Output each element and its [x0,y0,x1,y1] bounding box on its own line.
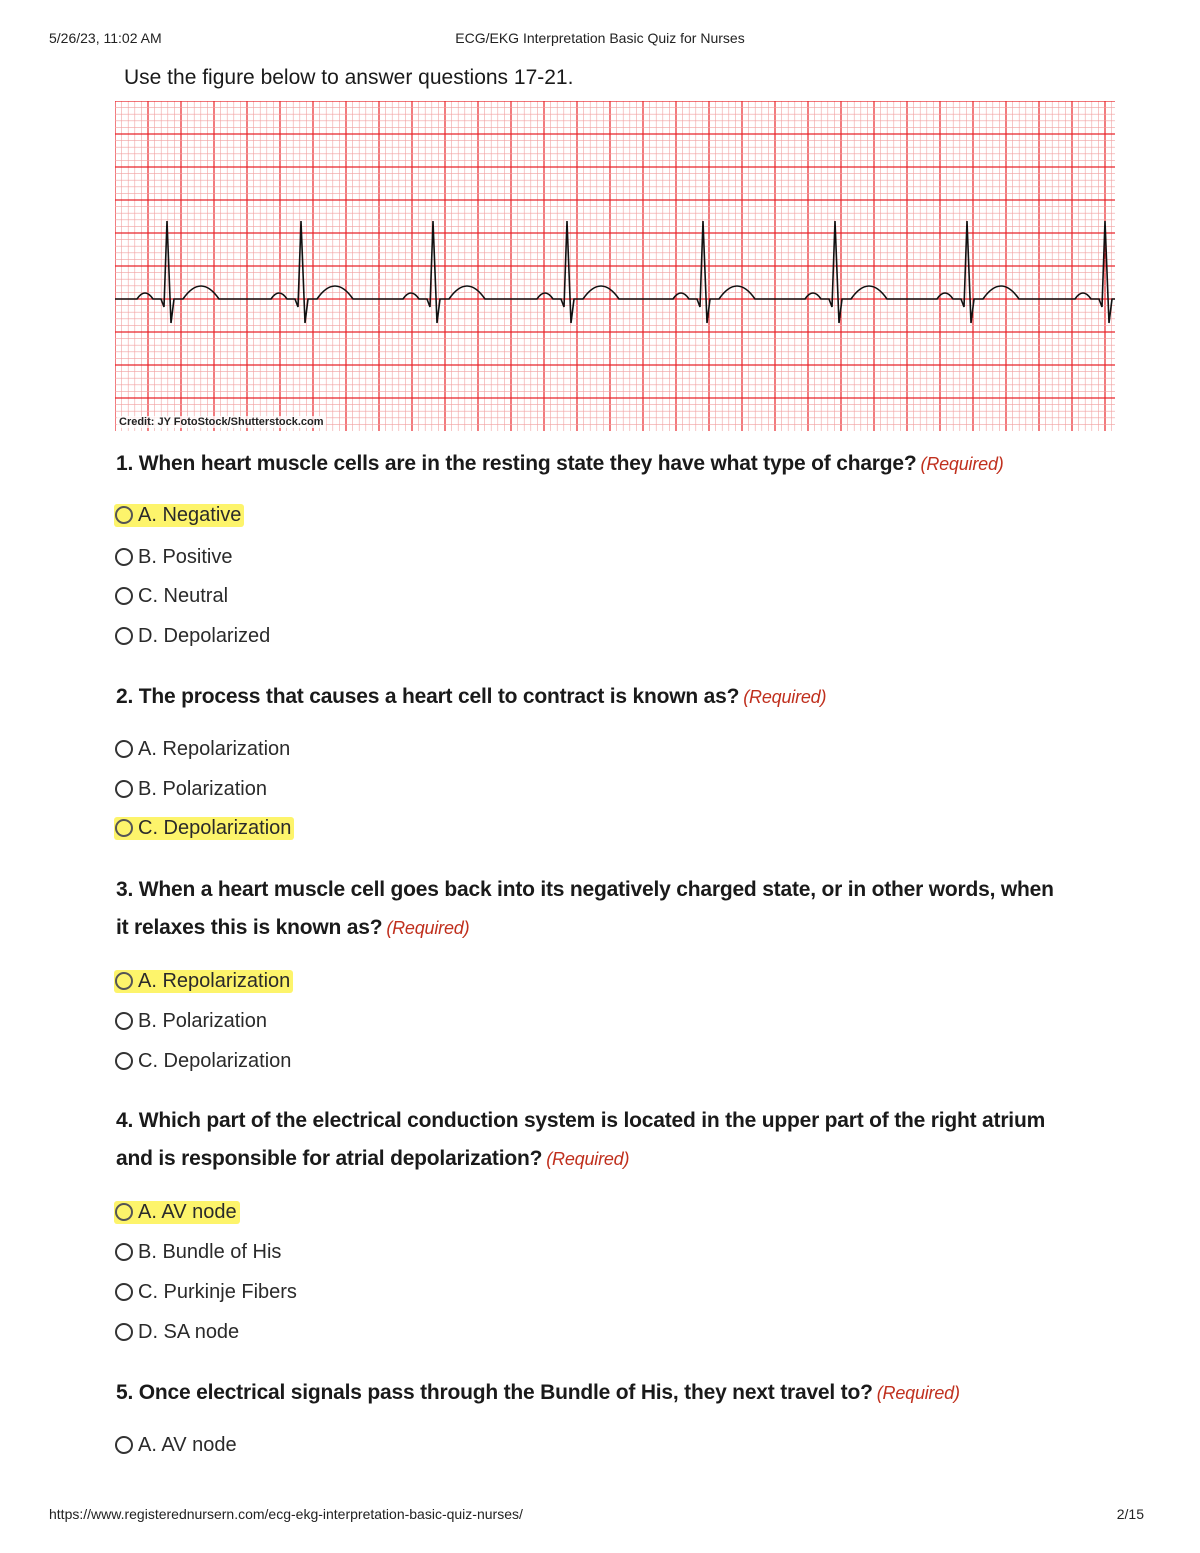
radio-button[interactable] [115,780,133,798]
ecg-waveform [115,221,1115,323]
option-q1-a[interactable] [115,499,244,531]
option-q2-c[interactable] [115,812,294,844]
option-label: B. Polarization [138,1009,267,1032]
question-3 [116,871,1116,947]
question-text-line-2: it relaxes this is known as? [116,916,383,939]
print-datetime: 5/26/23, 11:02 AM [49,30,162,46]
ecg-strip-image [115,101,1115,431]
radio-button[interactable] [115,1283,133,1301]
option-label: D. SA node [138,1320,240,1343]
option-label: A. AV node [138,1433,237,1456]
radio-button[interactable] [115,1012,133,1030]
required-label: (Required) [546,1149,630,1169]
option-label: A. Negative [138,503,242,526]
option-label: A. Repolarization [138,969,291,992]
option-label: D. Depolarized [138,624,271,647]
required-label: (Required) [386,918,470,938]
radio-button[interactable] [115,1203,133,1221]
question-4 [116,1102,1116,1178]
question-2 [116,678,1116,716]
print-url: https://www.registerednursern.com/ecg-ekg-interpretation-basic-quiz-nurses/ [49,1506,523,1522]
option-q4-b[interactable] [115,1236,281,1268]
radio-button[interactable] [115,587,133,605]
option-q3-a[interactable] [115,965,293,997]
question-1 [116,445,1116,483]
option-label: C. Purkinje Fibers [138,1280,297,1303]
highlight-mark [114,504,244,527]
radio-button[interactable] [115,972,133,990]
option-q2-b[interactable] [115,773,267,805]
highlight-mark [114,817,294,840]
option-q1-d[interactable] [115,620,270,652]
figure-caption: Use the figure below to answer questions 17-21. [124,66,574,89]
option-q3-b[interactable] [115,1005,267,1037]
option-q1-c[interactable] [115,580,228,612]
radio-button[interactable] [115,819,133,837]
print-page-title: ECG/EKG Interpretation Basic Quiz for Nurses [455,30,745,46]
option-label: A. AV node [138,1200,237,1223]
option-label: B. Bundle of His [138,1240,282,1263]
required-label: (Required) [743,687,827,707]
radio-button[interactable] [115,1436,133,1454]
option-label: B. Positive [138,545,233,568]
option-label: A. Repolarization [138,737,291,760]
option-q1-b[interactable] [115,541,232,573]
highlight-mark [114,1201,240,1224]
required-label: (Required) [876,1383,960,1403]
radio-button[interactable] [115,740,133,758]
radio-button[interactable] [115,627,133,645]
question-text-line-1: 3. When a heart muscle cell goes back into its negatively charged state, or in other words, when [116,878,1054,901]
question-text-line-1: 4. Which part of the electrical conduction system is located in the upper part of the right atrium [116,1109,1046,1132]
question-5 [116,1374,1116,1412]
radio-button[interactable] [115,506,133,524]
option-q4-d[interactable] [115,1316,239,1348]
option-q2-a[interactable] [115,733,290,765]
highlight-mark [114,970,293,993]
option-q4-c[interactable] [115,1276,297,1308]
option-label: C. Depolarization [138,1049,292,1072]
option-q5-a[interactable] [115,1429,237,1461]
print-page-number: 2/15 [1116,1506,1144,1522]
radio-button[interactable] [115,548,133,566]
radio-button[interactable] [115,1323,133,1341]
question-text-line-2: and is responsible for atrial depolarization? [116,1147,543,1170]
image-credit: Credit: JY FotoStock/Shutterstock.com [119,416,324,428]
radio-button[interactable] [115,1243,133,1261]
question-text: 2. The process that causes a heart cell to contract is known as? [116,685,740,708]
question-text: 1. When heart muscle cells are in the resting state they have what type of charge? [116,452,917,475]
radio-button[interactable] [115,1052,133,1070]
option-q4-a[interactable] [115,1196,240,1228]
option-label: B. Polarization [138,777,267,800]
question-text: 5. Once electrical signals pass through the Bundle of His, they next travel to? [116,1381,873,1404]
option-label: C. Depolarization [138,816,292,839]
required-label: (Required) [920,454,1004,474]
option-q3-c[interactable] [115,1045,291,1077]
option-label: C. Neutral [138,584,229,607]
